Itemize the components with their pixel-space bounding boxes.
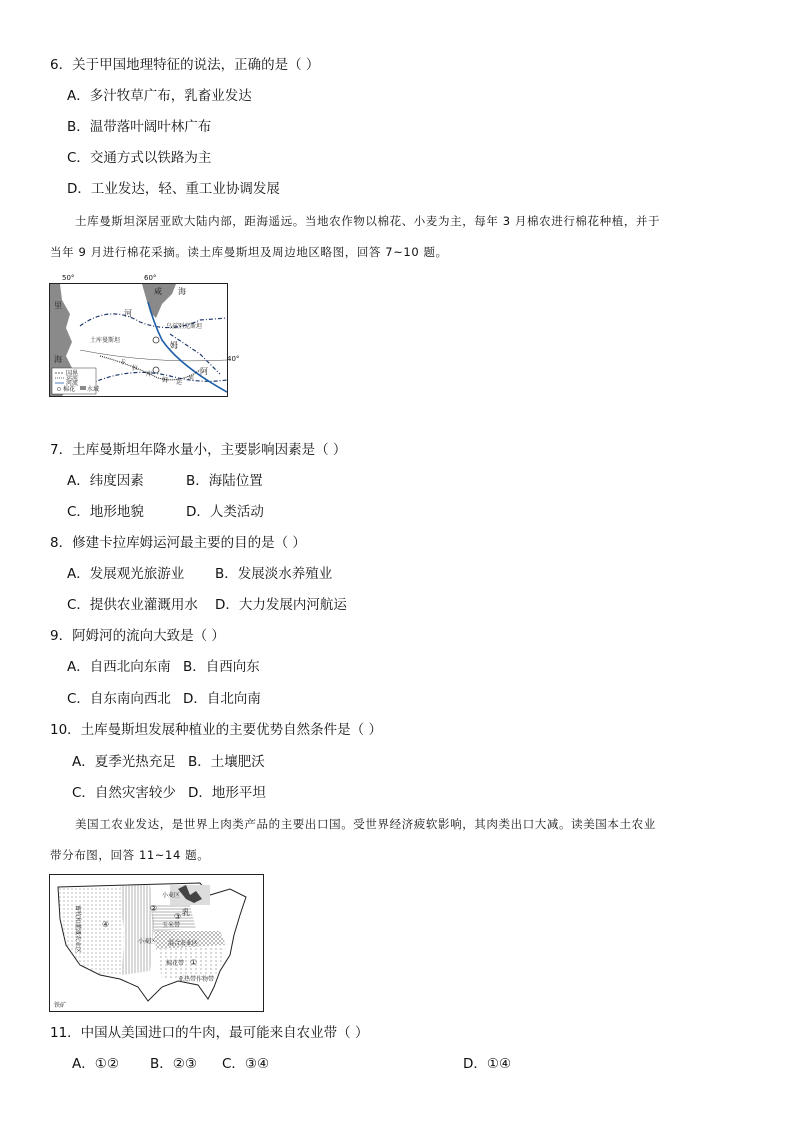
legend-water: 水域 xyxy=(87,386,100,393)
q10-option-a: A．夏季光热充足 xyxy=(72,754,176,770)
q8-option-d: D．大力发展内河航运 xyxy=(215,597,347,613)
q11-option-d: D．①④ xyxy=(463,1056,512,1072)
q8-stem: 8．修建卡拉库姆运河最主要的目的是（ ） xyxy=(50,535,306,551)
label-xian: 咸 xyxy=(154,287,162,296)
label-cotton: 棉花带 xyxy=(166,960,185,967)
label-lat-40: 40° xyxy=(227,355,240,363)
label-iron-ore: 铁矿 xyxy=(54,1002,67,1009)
lat-40-line xyxy=(80,350,227,361)
q11-option-c: C．③④ xyxy=(222,1056,270,1072)
label-wheat-north: 小麦区 xyxy=(162,892,181,899)
label-num-4: ④ xyxy=(102,920,110,929)
usa-agriculture-map xyxy=(49,874,264,1012)
q9-option-b: B．自西向东 xyxy=(183,659,260,675)
label-mu: 姆 xyxy=(170,341,178,350)
label-mixed: 混合农业区 xyxy=(168,940,199,947)
passage1-line2: 当年 9 月进行棉花采摘。读土库曼斯坦及周边地区略图，回答 7~10 题。 xyxy=(50,245,448,259)
q7-option-b: B．海陆位置 xyxy=(186,473,263,489)
label-num-2: ② xyxy=(150,904,158,913)
q9-option-c: C．自东南向西北 xyxy=(67,691,171,707)
q7-option-a: A．纬度因素 xyxy=(67,473,144,489)
region-grazing-shape xyxy=(58,885,124,975)
label-lon-50: 50° xyxy=(62,274,75,282)
q6-option-c: C．交通方式以铁路为主 xyxy=(67,150,212,166)
passage1-line1: 土库曼斯坦深居亚欧大陆内部，距海遥远。当地农作物以棉花、小麦为主，每年 3 月棉农进行棉花种植，并于 xyxy=(75,214,661,228)
q11-option-b: B．②③ xyxy=(150,1056,197,1072)
q6-option-a: A．多汁牧草广布，乳畜业发达 xyxy=(67,88,252,104)
border-east xyxy=(170,334,220,374)
passage2-line1: 美国工农业发达，是世界上肉类产品的主要出口国。受世界经济疲软影响，其肉类出口大减。读美国本土农业 xyxy=(75,817,656,831)
legend-cotton: 棉花 xyxy=(63,386,76,393)
q11-option-a: A．①② xyxy=(72,1056,119,1072)
q10-stem: 10．土库曼斯坦发展种植业的主要优势自然条件是（ ） xyxy=(50,722,382,738)
label-uzbekistan: 乌兹别克斯坦 xyxy=(166,323,203,330)
legend-canal: 运河 xyxy=(66,375,79,382)
q6-option-b: B．温带落叶阔叶林广布 xyxy=(67,119,212,135)
label-mu2: 姆 xyxy=(162,377,169,384)
cotton-icon xyxy=(153,367,159,373)
label-li: 里 xyxy=(54,301,62,310)
q6-stem: 6．关于甲国地理特征的说法，正确的是（ ） xyxy=(50,57,320,73)
legend-border: 国界 xyxy=(66,370,79,377)
label-ku: 库 xyxy=(146,371,153,378)
q6-option-d: D．工业发达，轻、重工业协调发展 xyxy=(67,181,280,197)
q9-stem: 9．阿姆河的流向大致是（ ） xyxy=(50,628,225,644)
passage2-line2: 带分布图，回答 11~14 题。 xyxy=(50,848,210,862)
q9-option-d: D．自北向南 xyxy=(183,691,261,707)
turkmenistan-map xyxy=(49,283,228,397)
q10-option-d: D．地形平坦 xyxy=(188,785,266,801)
q8-option-c: C．提供农业灌溉用水 xyxy=(67,597,198,613)
q10-option-b: B．土壤肥沃 xyxy=(188,754,265,770)
q7-option-c: C．地形地貌 xyxy=(67,504,144,520)
label-grazing: 畜牧和灌溉农业区 xyxy=(74,905,81,954)
label-num-1: ① xyxy=(190,958,198,967)
label-ka: 卡 xyxy=(120,359,127,366)
q8-option-b: B．发展淡水养殖业 xyxy=(215,566,333,582)
label-hai2: 海 xyxy=(178,287,186,296)
label-wheat-south: 小麦区 xyxy=(138,938,157,945)
label-turkmenistan: 土库曼斯坦 xyxy=(90,337,121,344)
label-lon-60: 60° xyxy=(144,274,157,282)
label-ru: 乳 xyxy=(182,908,190,917)
q10-option-c: C．自然灾害较少 xyxy=(72,785,176,801)
label-a: 阿 xyxy=(200,367,208,376)
legend-river: 河流 xyxy=(66,380,79,387)
label-he2: 河 xyxy=(188,375,195,382)
q7-stem: 7．土库曼斯坦年降水量小，主要影响因素是（ ） xyxy=(50,442,347,458)
q7-option-d: D．人类活动 xyxy=(186,504,264,520)
label-la: 拉 xyxy=(132,365,139,372)
label-corn: 玉米带 xyxy=(162,922,181,929)
label-he: 河 xyxy=(124,309,132,318)
region-wheat-shape xyxy=(120,885,157,975)
cotton-icon xyxy=(153,337,159,343)
label-yun: 运 xyxy=(176,379,183,386)
q9-option-a: A．自西北向东南 xyxy=(67,659,171,675)
q8-option-a: A．发展观光旅游业 xyxy=(67,566,185,582)
label-num-3: ③ xyxy=(174,912,182,921)
label-subtropical: 亚热带作物带 xyxy=(178,976,215,983)
q11-stem: 11．中国从美国进口的牛肉，最可能来自农业带（ ） xyxy=(50,1025,369,1041)
label-hai: 海 xyxy=(54,355,62,364)
